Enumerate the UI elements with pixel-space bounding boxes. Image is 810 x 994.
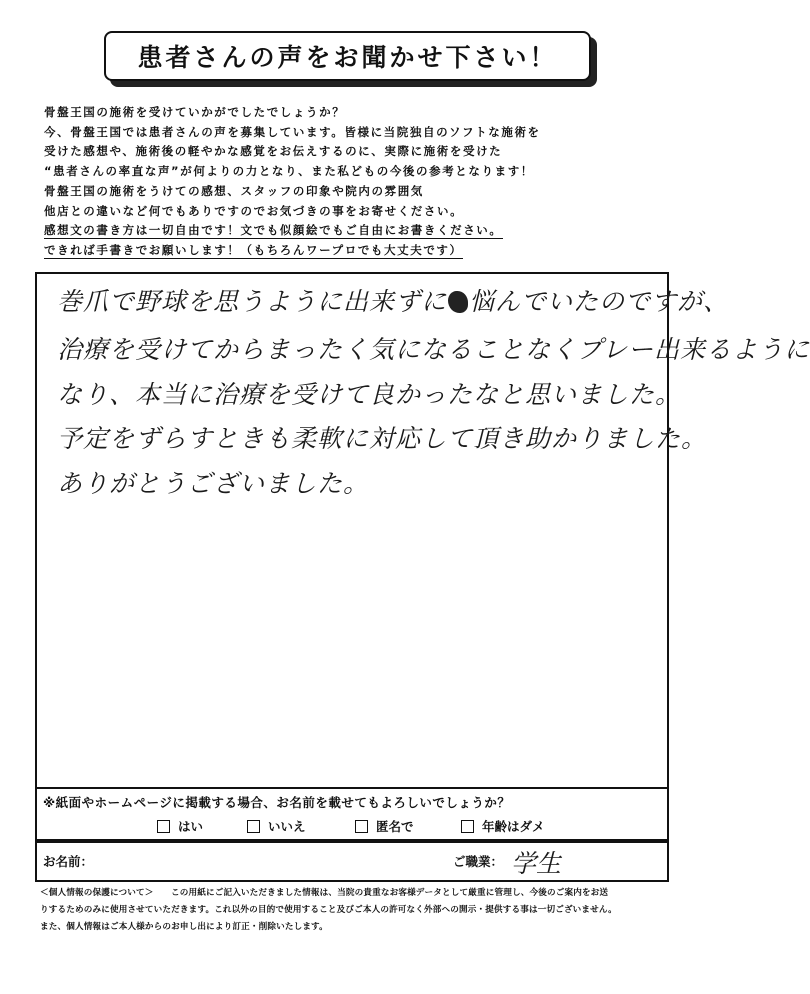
handwritten-line-5: ありがとうございました。 <box>57 469 370 498</box>
checkbox-anonymous[interactable] <box>355 820 368 833</box>
checkbox-no-age[interactable] <box>461 820 474 833</box>
handwritten-line-4: 予定をずらすときも柔軟に対応して頂き助かりました。 <box>57 424 708 453</box>
scribble-mark <box>448 291 468 313</box>
occupation-value[interactable]: 学生 <box>511 849 562 878</box>
option-anonymous-label: 匿名で <box>376 819 414 834</box>
title-box <box>104 31 591 81</box>
handwritten-line-3: なり、本当に治療を受けて良かったなと思いました。 <box>57 380 682 409</box>
title-banner <box>104 31 597 87</box>
handwritten-line-2: 治療を受けてからまったく気になることなくプレー出来るように <box>57 335 810 364</box>
privacy-line: また、個人情報はご本人様からのお申し出により訂正・削除いたします。 <box>40 922 328 932</box>
option-yes-label: はい <box>178 819 204 834</box>
option-no-age[interactable] <box>461 817 545 835</box>
option-no[interactable] <box>247 817 306 835</box>
intro-line: 骨盤王国の施術を受けていかがでしたでしょうか？ <box>44 105 346 119</box>
handwritten-line-1 <box>57 282 729 318</box>
option-no-age-label: 年齢はダメ <box>482 819 545 834</box>
intro-line-underlined <box>44 221 664 241</box>
handwritten-text: 巻爪で野球を思うように出来ずに <box>57 287 448 316</box>
checkbox-no[interactable] <box>247 820 260 833</box>
occupation-label: ご職業： <box>453 854 504 869</box>
consent-section <box>35 787 669 841</box>
option-anonymous[interactable] <box>355 817 414 835</box>
intro-line: 他店との違いなど何でもありですのでお気づきの事をお寄せください。 <box>44 203 464 218</box>
privacy-notice <box>40 885 670 936</box>
checkbox-yes[interactable] <box>157 820 170 833</box>
name-occupation-box <box>35 841 669 882</box>
name-label: お名前： <box>43 854 94 869</box>
privacy-line: ＜個人情報の保護について＞ この用紙にご記入いただきました情報は、当院の貴重なお客様データとして厳重に管理し、今後のご案内をお送 <box>40 888 609 898</box>
consent-question: ※紙面やホームページに掲載する場合、お名前を載せてもよろしいでしょうか？ <box>43 795 511 810</box>
intro-line-text: 感想文の書き方は一切自由です！文でも似顔絵でもご自由にお書きください。 <box>44 223 503 238</box>
handwritten-text: 悩んでいたのですが、 <box>469 287 730 316</box>
page-title: 患者さんの声をお聞かせ下さい！ <box>137 43 558 72</box>
option-no-label: いいえ <box>268 819 306 834</box>
intro-line: 受けた感想や、施術後の軽やかな感覚をお伝えするのに、実際に施術を受けた <box>44 144 503 159</box>
intro-line-underlined <box>44 241 664 261</box>
comment-box[interactable] <box>35 272 810 787</box>
intro-line: 骨盤王国の施術をうけての感想、スタッフの印象や院内の雰囲気 <box>44 183 424 198</box>
intro-line: “患者さんの率直な声”が何よりの力となり、また私どもの今後の参考となります！ <box>44 164 534 179</box>
intro-line-text: できれば手書きでお願いします！（もちろんワープロでも大丈夫です） <box>44 242 463 257</box>
intro-text <box>44 103 664 261</box>
option-yes[interactable] <box>157 817 203 835</box>
intro-line: 今、骨盤王国では患者さんの声を募集しています。皆様に当院独自のソフトな施術を <box>44 124 541 139</box>
privacy-line: りするためのみに使用させていただきます。これ以外の目的で使用すること及びご本人の許可なく外部への開示・提供する事は一切ございません。 <box>40 905 617 915</box>
